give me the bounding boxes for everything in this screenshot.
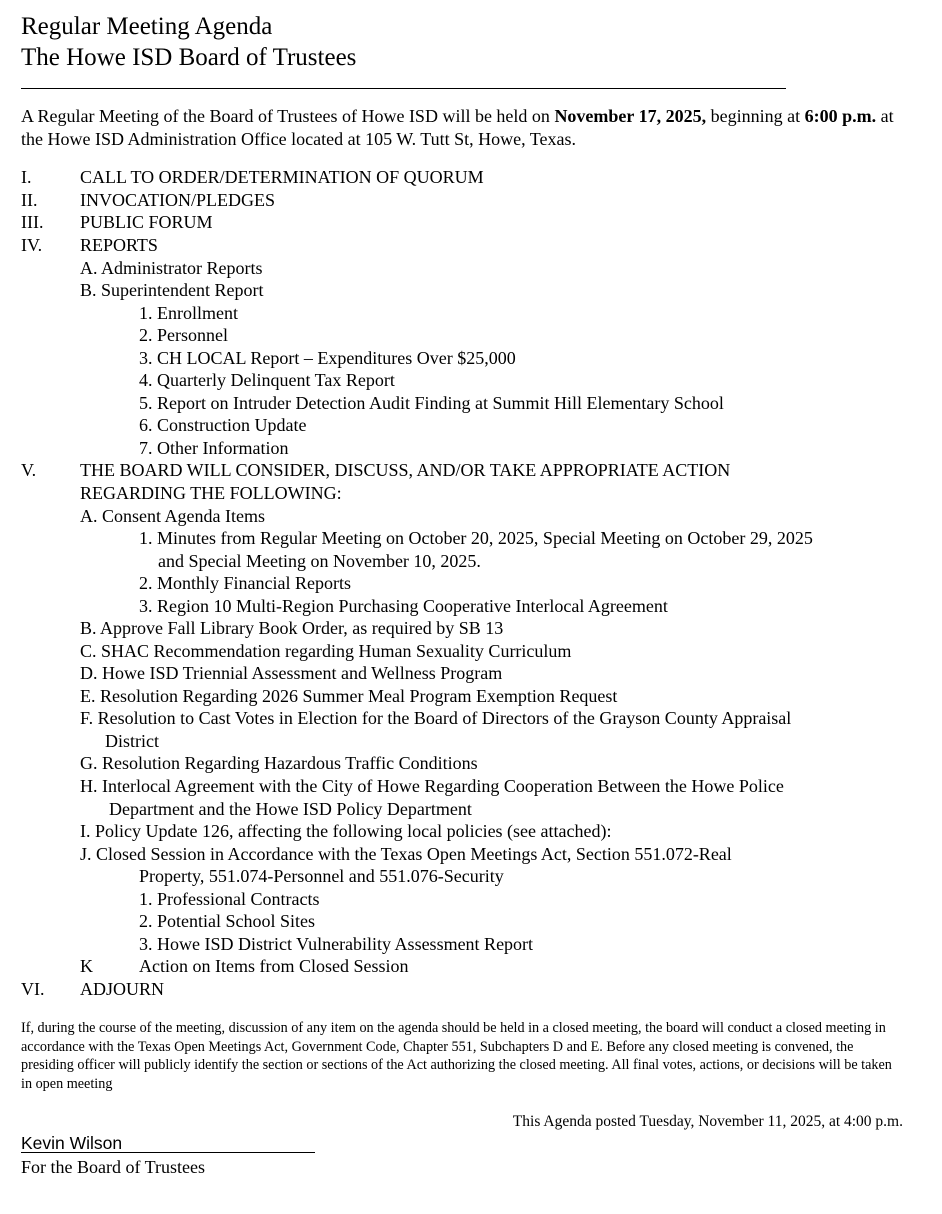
closed-meeting-disclaimer: If, during the course of the meeting, discussion of any item on the agenda should be held in a closed meeting, the board will conduct a closed meeting in accordance with the Texas Open Meetings Act, Government Code, Chapter 551, Subchapters D and E. Before any closed meeting is convened, the presiding officer will publicly identify the section or sections of the Act authorizing the closed meeting. All final votes, actions, or decisions will be taken in open meeting [21, 1020, 892, 1092]
intro-text-a: A Regular Meeting of the Board of Trustees of Howe ISD will be held on [21, 106, 555, 126]
agenda-numeral: II. [21, 190, 38, 210]
sub-item-administrator-reports: A. Administrator Reports [80, 258, 263, 278]
list-item: 5. Report on Intruder Detection Audit Finding at Summit Hill Elementary School [139, 393, 724, 413]
list-item: 6. Construction Update [139, 415, 307, 435]
agenda-item-adjourn: ADJOURN [80, 979, 165, 999]
signature-line [21, 1152, 315, 1153]
sub-item-letter: K [80, 956, 93, 976]
meeting-time: 6:00 p.m. [804, 106, 877, 126]
sub-item-triennial: D. Howe ISD Triennial Assessment and Wellness Program [80, 663, 503, 683]
agenda-item-board-action: THE BOARD WILL CONSIDER, DISCUSS, AND/OR TAKE APPROPRIATE ACTION [80, 460, 731, 480]
posted-notice: This Agenda posted Tuesday, November 11, 2025, at 4:00 p.m. [512, 1113, 903, 1130]
agenda-item-call-to-order: CALL TO ORDER/DETERMINATION OF QUORUM [80, 167, 484, 187]
signer-name: Kevin Wilson [21, 1133, 123, 1153]
agenda-numeral: VI. [21, 979, 45, 999]
agenda-numeral: III. [21, 212, 44, 232]
agenda-numeral: V. [21, 460, 37, 480]
sub-item-shac: C. SHAC Recommendation regarding Human Sexuality Curriculum [80, 641, 572, 661]
sub-item-continued: Department and the Howe ISD Policy Department [109, 799, 472, 819]
agenda-numeral: IV. [21, 235, 43, 255]
list-item: 1. Minutes from Regular Meeting on October 20, 2025, Special Meeting on October 29, 2025 [139, 528, 813, 548]
intro-text-b: beginning at [706, 106, 805, 126]
sub-item-traffic: G. Resolution Regarding Hazardous Traffic Conditions [80, 753, 478, 773]
agenda-item-reports: REPORTS [80, 235, 158, 255]
intro-paragraph [21, 105, 911, 151]
list-item: 3. CH LOCAL Report – Expenditures Over $25,000 [139, 348, 516, 368]
sub-item-summer-meal: E. Resolution Regarding 2026 Summer Meal Program Exemption Request [80, 686, 618, 706]
list-item: 3. Region 10 Multi-Region Purchasing Cooperative Interlocal Agreement [139, 596, 668, 616]
list-item: 1. Enrollment [139, 303, 238, 323]
list-item: 7. Other Information [139, 438, 289, 458]
sub-item-library-order: B. Approve Fall Library Book Order, as required by SB 13 [80, 618, 504, 638]
list-item: 2. Potential School Sites [139, 911, 316, 931]
sub-item-consent-agenda: A. Consent Agenda Items [80, 506, 265, 526]
agenda-item-public-forum: PUBLIC FORUM [80, 212, 213, 232]
sub-item-closed-session: J. Closed Session in Accordance with the Texas Open Meetings Act, Section 551.072-Real [80, 844, 732, 864]
list-item-continued: and Special Meeting on November 10, 2025. [158, 551, 481, 571]
list-item: 2. Monthly Financial Reports [139, 573, 351, 593]
intro-text-c: at the Howe ISD Administration Office located at 105 W. Tutt St, Howe, Texas. [21, 106, 894, 149]
list-item: 2. Personnel [139, 325, 228, 345]
sub-item-appraisal-votes: F. Resolution to Cast Votes in Election for the Board of Directors of the Grayson County Appraisal [80, 708, 792, 728]
agenda-item-invocation: INVOCATION/PLEDGES [80, 190, 275, 210]
agenda-item-board-action-cont: REGARDING THE FOLLOWING: [80, 483, 342, 503]
signer-title: For the Board of Trustees [21, 1157, 205, 1177]
document-title: Regular Meeting Agenda [21, 13, 273, 40]
sub-item-closed-session-action: Action on Items from Closed Session [139, 956, 409, 976]
title-divider [21, 88, 786, 89]
sub-item-continued: District [105, 731, 159, 751]
agenda-numeral: I. [21, 167, 32, 187]
sub-item-policy-update: I. Policy Update 126, affecting the following local policies (see attached): [80, 821, 612, 841]
meeting-date: November 17, 2025, [554, 106, 707, 126]
sub-item-continued: Property, 551.074-Personnel and 551.076-Security [139, 866, 504, 886]
list-item: 1. Professional Contracts [139, 889, 320, 909]
sub-item-superintendent-report: B. Superintendent Report [80, 280, 264, 300]
sub-item-interlocal-police: H. Interlocal Agreement with the City of Howe Regarding Cooperation Between the Howe Police [80, 776, 784, 796]
document-subtitle: The Howe ISD Board of Trustees [21, 44, 357, 71]
list-item: 3. Howe ISD District Vulnerability Assessment Report [139, 934, 534, 954]
list-item: 4. Quarterly Delinquent Tax Report [139, 370, 395, 390]
